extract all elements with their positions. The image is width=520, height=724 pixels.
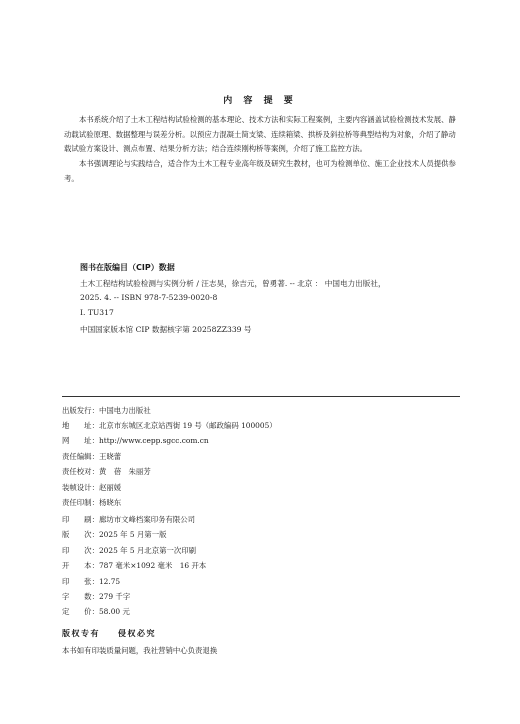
- imprint-row-sheets: [62, 576, 120, 590]
- imprint-label: 字 数：: [62, 592, 99, 601]
- imprint-row-printer: [62, 514, 195, 528]
- quality-return-note: 本书如有印装质量问题，我社营销中心负责退换: [62, 646, 218, 655]
- imprint-value: 杨晓东: [98, 498, 122, 507]
- imprint-value: 2025 年 5 月第一版: [98, 530, 167, 539]
- imprint-value: 279 千字: [98, 592, 131, 601]
- imprint-label: 印 次：: [62, 546, 99, 555]
- imprint-value: 787 毫米×1092 毫米 16 开本: [98, 561, 207, 570]
- imprint-value: 赵丽媛: [98, 483, 122, 492]
- cip-line-2: 2025. 4. -- ISBN 978-7-5239-0020-8: [80, 293, 218, 302]
- imprint-value: 中国电力出版社: [98, 406, 151, 415]
- section-divider: [62, 396, 460, 397]
- imprint-value: 廊坊市文峰档案印务有限公司: [98, 515, 196, 524]
- imprint-row-format: [62, 560, 206, 574]
- rights-reserved-label: 版权专有: [62, 629, 100, 638]
- imprint-row-edition: [62, 529, 166, 543]
- imprint-label: 印 张：: [62, 577, 99, 586]
- summary-title: 内 容 提 要: [223, 96, 297, 106]
- imprint-label: 版 次：: [62, 530, 99, 539]
- imprint-label: 装帧设计：: [62, 483, 99, 492]
- imprint-row-publisher: [62, 405, 151, 419]
- imprint-value: 2025 年 5 月北京第一次印刷: [98, 546, 197, 555]
- imprint-row-impression: [62, 545, 196, 559]
- imprint-value: 北京市东城区北京站西街 19 号（邮政编码 100005）: [98, 421, 277, 430]
- imprint-label: 印 刷：: [62, 515, 99, 524]
- cip-line-4: 中国国家版本馆 CIP 数据核字第 20258ZZ339 号: [80, 325, 252, 334]
- imprint-value: 王晓蕾: [98, 452, 122, 461]
- imprint-row-printing-supervisor: [62, 497, 121, 511]
- summary-paragraph-1: 本书系统介绍了土木工程结构试验检测的基本理论、技术方法和实际工程案例，主要内容涵盖试验检测技术发展、静动载试验原理、数据整理与误差分析。以预应力混凝土简支梁、连续箱梁、拱桥及斜拉桥等典型结构为对象，介绍了静动载试验方案设计、测点布置、结果分析方法；结合连续刚构桥等案例，介绍了施工监控方法。: [64, 115, 456, 153]
- cip-line-3: Ⅰ. TU317: [80, 308, 114, 317]
- imprint-label: 责任印制：: [62, 498, 99, 507]
- imprint-row-address: [62, 420, 277, 434]
- imprint-label: 责任编辑：: [62, 452, 99, 461]
- imprint-value: http://www.cepp.sgcc.com.cn: [98, 436, 209, 445]
- cip-line-1: 土木工程结构试验检测与实例分析 / 汪志昊，徐吉元，曾勇著. -- 北京 ： 中国电力出版社，: [80, 279, 386, 288]
- imprint-label: 出版发行：: [62, 406, 99, 415]
- imprint-label: 地 址：: [62, 421, 99, 430]
- imprint-row-editor: [62, 451, 121, 465]
- imprint-row-website: [62, 435, 209, 449]
- imprint-row-designer: [62, 482, 121, 496]
- infringement-notice-label: 侵权必究: [118, 629, 156, 638]
- imprint-label: 开 本：: [62, 561, 99, 570]
- imprint-value: 12.75: [98, 577, 121, 586]
- imprint-row-price: [62, 606, 130, 620]
- summary-paragraph-2: 本书强调理论与实践结合，适合作为土木工程专业高年级及研究生教材，也可为检测单位、施工企业技术人员提供参考。: [64, 159, 456, 183]
- imprint-label: 定 价：: [62, 607, 99, 616]
- imprint-value: 黄 蓓 朱丽芳: [98, 467, 151, 476]
- imprint-row-proofreader: [62, 466, 151, 480]
- cip-title: 图书在版编目（CIP）数据: [80, 263, 175, 272]
- imprint-label: 责任校对：: [62, 467, 99, 476]
- imprint-label: 网 址：: [62, 436, 99, 445]
- imprint-value: 58.00 元: [98, 607, 130, 616]
- imprint-row-word-count: [62, 591, 130, 605]
- rights-notice: [62, 628, 156, 639]
